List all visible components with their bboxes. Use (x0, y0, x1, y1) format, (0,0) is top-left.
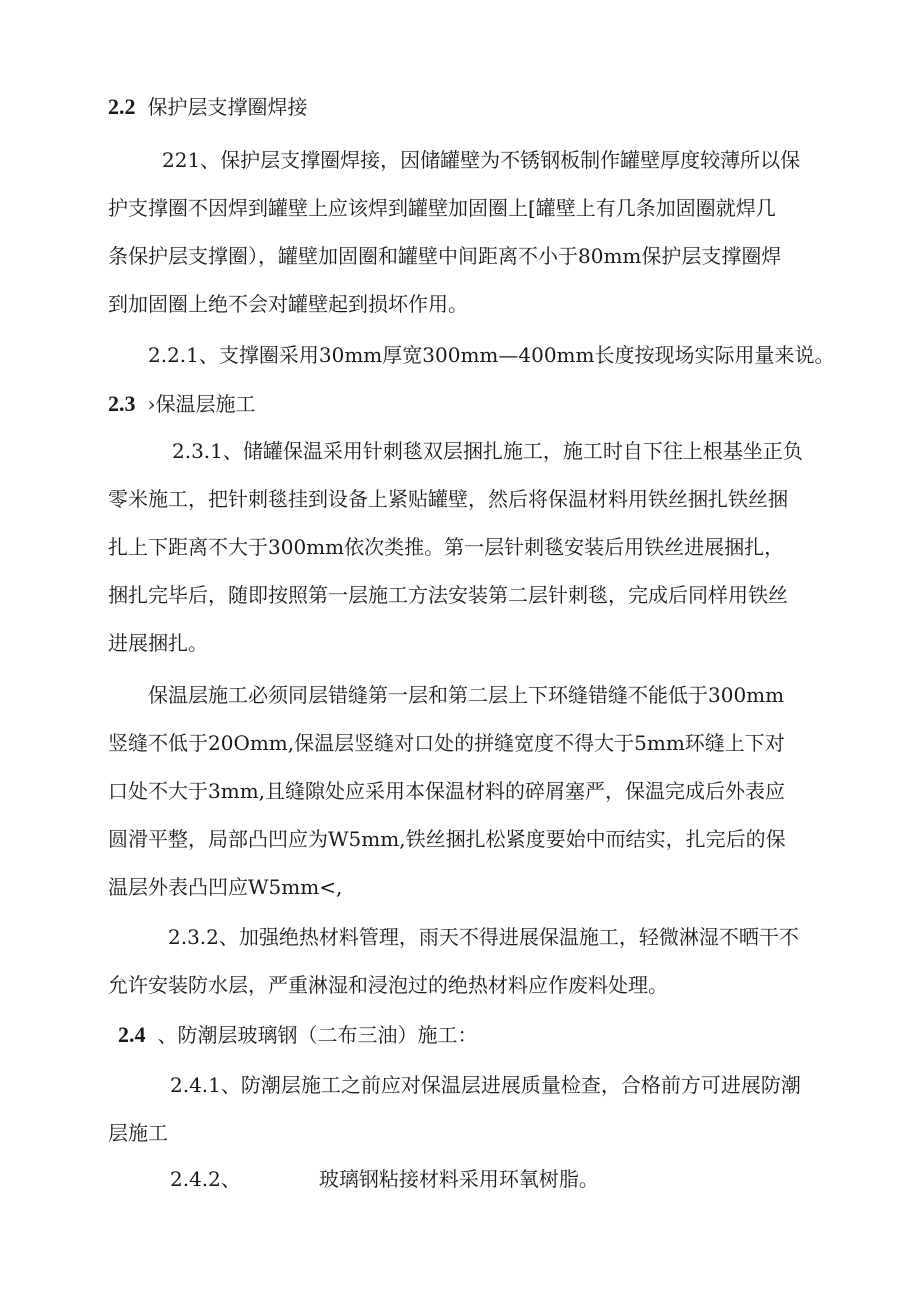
paragraph-2-3-2 (108, 671, 828, 911)
section-title: 、防潮层玻璃钢（二布三油）施工： (157, 1023, 478, 1047)
text-line: 护支撑圈不因焊到罐壁上应该焊到罐壁加固圈上[罐壁上有几条加固圈就焊几 (108, 196, 776, 220)
text-line: 层施工 (108, 1121, 168, 1145)
section-heading-2-2 (108, 95, 308, 119)
paragraph-2-2-1 (108, 136, 828, 328)
text-line: 2.3.2、加强绝热材料管理，雨天不得进展保温施工，轻微淋湿不晒干不 (168, 925, 799, 949)
section-number: 2.4 (118, 1022, 146, 1047)
text-line: 到加固圈上绝不会对罐壁起到损坏作用。 (108, 292, 468, 316)
text-line: 零米施工，把针刺毯挂到设备上紧贴罐壁，然后将保温材料用铁丝捆扎铁丝捆 (108, 487, 788, 511)
section-title: 保护层支撑圈焊接 (147, 95, 308, 119)
text-line: 2.3.1、储罐保温采用针刺毯双层捆扎施工，施工时自下往上根基坐正负 (172, 439, 803, 463)
text-line: 口处不大于3mm,且缝隙处应采用本保温材料的碎屑塞严，保温完成后外表应 (108, 779, 786, 803)
paragraph-2-4-1 (108, 1061, 828, 1157)
text-line: 温层外表凸凹应W5mm<, (108, 875, 343, 899)
text-line (108, 1155, 828, 1203)
text-line: 圆滑平整，局部凸凹应为W5mm,铁丝捆扎松紧度要始中而结实，扎完后的保 (108, 827, 786, 851)
text-line: 进展捆扎。 (108, 631, 208, 655)
section-number: 2.2 (108, 94, 136, 119)
text-line: 竖缝不低于20Omm,保温层竖缝对口处的拼缝宽度不得大于5mm环缝上下对 (108, 731, 785, 755)
paragraph-2-2-2 (108, 331, 835, 379)
paragraph-2-4-2 (108, 1155, 828, 1203)
clause-label: 2.4.2、 (170, 1167, 241, 1191)
clause-text: 玻璃钢粘接材料采用环氧树脂。 (318, 1167, 599, 1191)
section-number: 2.3 (108, 391, 136, 416)
text-line: 捆扎完毕后，随即按照第一层施工方法安装第二层针刺毯，完成后同样用铁丝 (108, 583, 788, 607)
text-line: 221、保护层支撑圈焊接，因储罐壁为不锈钢板制作罐壁厚度较薄所以保 (162, 148, 801, 172)
section-heading-2-3 (108, 392, 256, 416)
text-line: 2.2.1、支撑圈采用30mm厚宽300mm—400mm长度按现场实际用量来说。 (148, 343, 835, 367)
paragraph-2-3-1 (108, 427, 828, 667)
text-line: 扎上下距离不大于300mm依次类推。第一层针刺毯安装后用铁丝进展捆扎， (108, 535, 785, 559)
section-heading-2-4 (118, 1023, 478, 1047)
text-line: 允许安装防水层，严重淋湿和浸泡过的绝热材料应作废料处理。 (108, 973, 668, 997)
text-line: 保温层施工必须同层错缝第一层和第二层上下环缝错缝不能低于300mm (148, 683, 785, 707)
text-line: 条保护层支撑圈），罐壁加固圈和罐壁中间距离不小于80mm保护层支撑圈焊 (108, 244, 782, 268)
paragraph-2-3-3 (108, 913, 828, 1009)
text-line: 2.4.1、防潮层施工之前应对保温层进展质量检查，合格前方可进展防潮 (170, 1073, 801, 1097)
section-title: ›保温层施工 (147, 392, 256, 416)
